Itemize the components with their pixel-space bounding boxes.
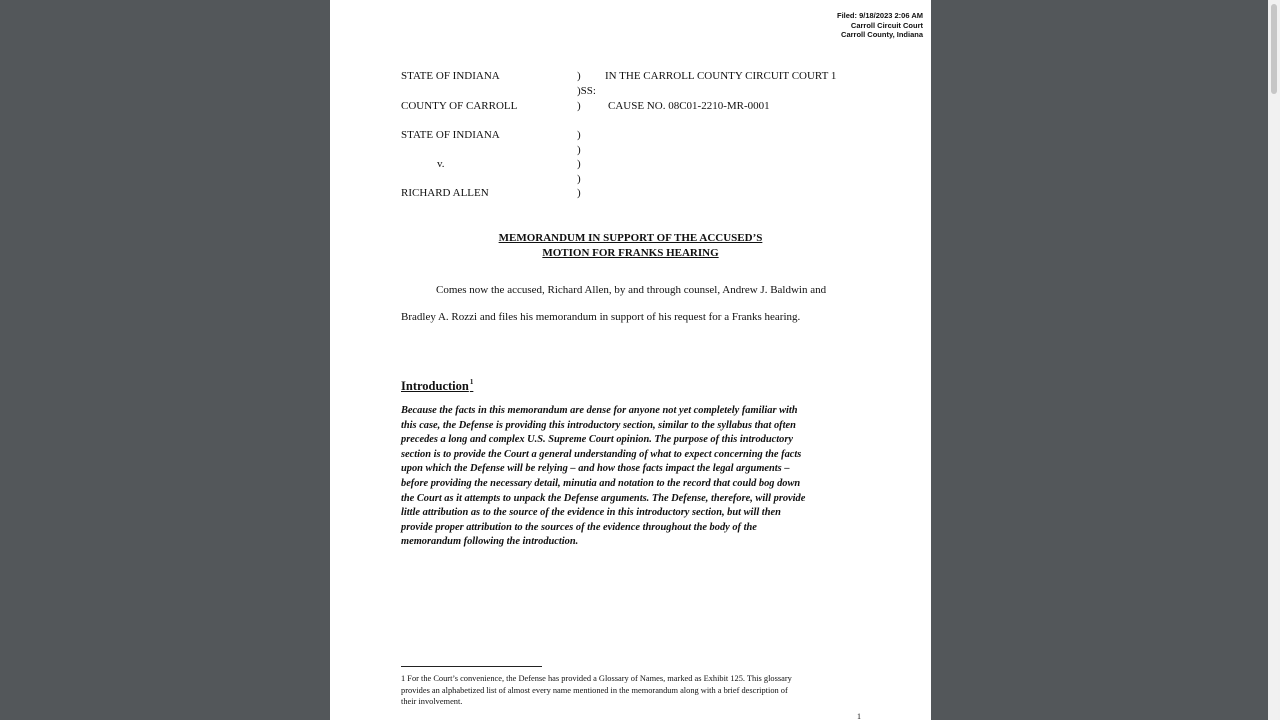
footnote-line: provides an alphabetized list of almost every name mentioned in the memorandum along with a brief description of: [401, 685, 788, 695]
caption-plaintiff: STATE OF INDIANA: [401, 129, 500, 141]
intro-line: memorandum following the introduction.: [401, 536, 579, 548]
court-name: Carroll Circuit Court: [850, 20, 923, 30]
introduction-body: [401, 404, 863, 550]
caption-paren: ): [577, 144, 581, 156]
caption-paren: ): [577, 173, 581, 185]
footnote-divider: [401, 666, 542, 667]
intro-line: precedes a long and complex U.S. Supreme Court opinion. The purpose of this introductory: [401, 434, 793, 446]
caption-versus: v.: [437, 158, 445, 170]
intro-line: the Court as it attempts to unpack the Defense arguments. The Defense, therefore, will provide: [401, 492, 806, 504]
intro-line: before providing the necessary detail, minutia and notation to the record that could bog down: [401, 477, 801, 489]
opening-paragraph-line-1: Comes now the accused, Richard Allen, by and through counsel, Andrew J. Baldwin and: [436, 284, 827, 296]
caption-paren: ): [577, 158, 581, 170]
page-corner-mark: 1: [857, 712, 861, 720]
intro-line: provide proper attribution to the sources of the evidence throughout the body of the: [401, 521, 757, 533]
caption-paren: ): [577, 129, 581, 141]
caption-cause-number: CAUSE NO. 08C01-2210-MR-0001: [608, 100, 770, 112]
filing-stamp: [837, 11, 923, 40]
caption-court: IN THE CARROLL COUNTY CIRCUIT COURT 1: [605, 70, 837, 82]
filed-date: Filed: 9/18/2023 2:06 AM: [836, 11, 923, 20]
caption-paren: ): [577, 70, 581, 82]
caption-county: COUNTY OF CARROLL: [401, 100, 518, 112]
document-title-line-2: MOTION FOR FRANKS HEARING: [542, 247, 719, 259]
county-name: Carroll County, Indiana: [841, 30, 923, 39]
footnote: [401, 673, 863, 708]
scrollbar-thumb[interactable]: [1271, 4, 1277, 94]
footnote-line: their involvement.: [401, 697, 463, 706]
caption-defendant: RICHARD ALLEN: [401, 187, 489, 199]
intro-line: little attribution as to the source of the evidence in this introductory section, but will then: [401, 507, 781, 519]
caption-state: STATE OF INDIANA: [401, 70, 500, 82]
intro-line: Because the facts in this memorandum are dense for anyone not yet completely familiar with: [401, 405, 798, 416]
intro-line: upon which the Defense will be relying – and how those facts impact the legal arguments –: [401, 463, 790, 475]
vertical-scrollbar[interactable]: [1268, 0, 1280, 720]
footnote-reference: 1: [469, 378, 474, 386]
caption-ss: )SS:: [577, 85, 596, 97]
introduction-heading: [401, 378, 473, 394]
opening-paragraph-line-2: Bradley A. Rozzi and files his memorandum in support of his request for a Franks hearing.: [401, 311, 801, 323]
caption-paren: ): [577, 100, 581, 112]
introduction-heading-text: Introduction: [401, 379, 469, 393]
intro-line: this case, the Defense is providing this introductory section, similar to the syllabus that often: [401, 419, 796, 431]
caption-paren: ): [577, 187, 581, 199]
document-title-line-1: MEMORANDUM IN SUPPORT OF THE ACCUSED’S: [498, 232, 763, 244]
footnote-line: 1 For the Court’s convenience, the Defense has provided a Glossary of Names, marked as Exhibit 125. This glossary: [401, 674, 792, 683]
intro-line: section is to provide the Court a general understanding of what to expect concerning the facts: [401, 448, 802, 460]
document-page: [330, 0, 931, 720]
